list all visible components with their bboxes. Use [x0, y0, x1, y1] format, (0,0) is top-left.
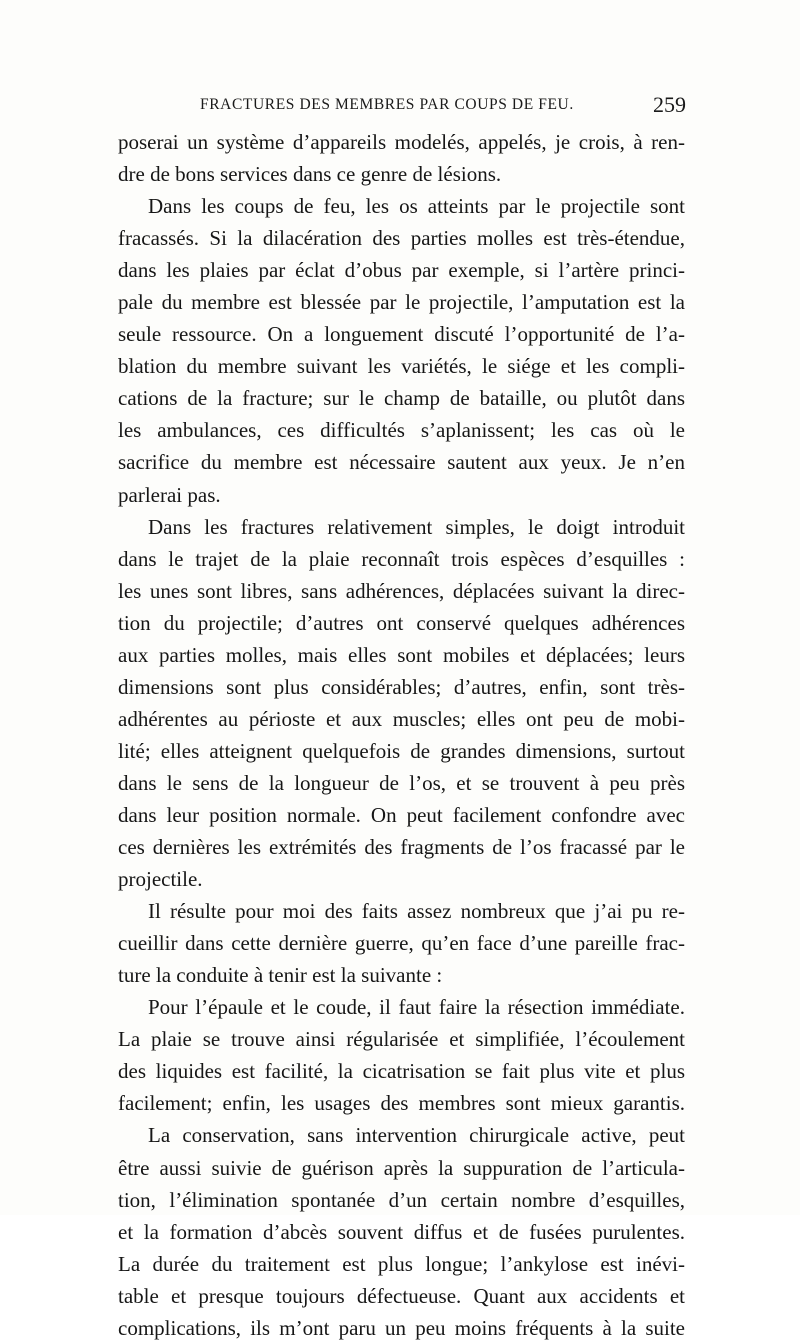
text-line: Pour l’épaule et le coude, il faut faire la résection immédiate. — [148, 995, 685, 1020]
text-line: cations de la fracture; sur le champ de bataille, ou plutôt dans — [118, 386, 685, 411]
text-line: dre de bons services dans ce genre de lésions. — [118, 162, 502, 187]
text-line: table et presque toujours défectueuse. Quant aux accidents et — [118, 1283, 685, 1308]
text-line: blation du membre suivant les variétés, le siége et les compli- — [118, 354, 685, 379]
text-line: ces dernières les extrémités des fragments de l’os fracassé par le — [118, 835, 685, 860]
text-line: lité; elles atteignent quelquefois de grandes dimensions, surtout — [118, 738, 685, 763]
text-line: projectile. — [118, 867, 203, 892]
text-line: dans le sens de la longueur de l’os, et se trouvent à peu près — [118, 770, 685, 795]
text-line: facilement; enfin, les usages des membres sont mieux garantis. — [118, 1091, 685, 1116]
text-line: parlerai pas. — [118, 482, 221, 507]
text-line: tion du projectile; d’autres ont conservé quelques adhérences — [118, 610, 685, 635]
text-line: tion, l’élimination spontanée d’un certain nombre d’esquilles, — [118, 1187, 685, 1212]
text-line: poserai un système d’appareils modelés, appelés, je crois, à ren- — [118, 130, 685, 154]
text-line: Dans les coups de feu, les os atteints par le projectile sont — [148, 194, 685, 219]
text-line: complications, ils m’ont paru un peu moins fréquents à la suite — [118, 1315, 685, 1340]
text-line: dans les plaies par éclat d’obus par exemple, si l’artère princi- — [118, 258, 685, 283]
text-line: La plaie se trouve ainsi régularisée et simplifiée, l’écoulement — [118, 1027, 685, 1052]
text-line: dans leur position normale. On peut facilement confondre avec — [118, 802, 685, 827]
text-line: dans le trajet de la plaie reconnaît trois espèces d’esquilles : — [118, 546, 685, 571]
text-line: Dans les fractures relativement simples, le doigt introduit — [148, 514, 685, 539]
text-line: pale du membre est blessée par le projectile, l’amputation est la — [118, 290, 685, 315]
text-line: les unes sont libres, sans adhérences, déplacées suivant la direc- — [118, 578, 685, 603]
body-text — [118, 126, 685, 1344]
text-line: des liquides est facilité, la cicatrisation se fait plus vite et plus — [118, 1059, 685, 1084]
text-line: les ambulances, ces difficultés s’aplanissent; les cas où le — [118, 418, 685, 443]
text-line: cueillir dans cette dernière guerre, qu’en face d’une pareille frac- — [118, 931, 685, 956]
text-line: fracassés. Si la dilacération des parties molles est très-étendue, — [118, 226, 685, 251]
text-line: dimensions sont plus considérables; d’autres, enfin, sont très- — [118, 674, 685, 699]
page-header — [200, 92, 686, 118]
running-title: FRACTURES DES MEMBRES PAR COUPS DE FEU. — [200, 96, 574, 113]
text-line: La conservation, sans intervention chirurgicale active, peut — [148, 1123, 685, 1148]
text-line: sacrifice du membre est nécessaire sautent aux yeux. Je n’en — [118, 450, 685, 475]
text-line: et la formation d’abcès souvent diffus et de fusées purulentes. — [118, 1219, 685, 1244]
text-line: être aussi suivie de guérison après la suppuration de l’articula- — [118, 1155, 685, 1180]
text-line: Il résulte pour moi des faits assez nombreux que j’ai pu re- — [148, 899, 685, 924]
text-line: adhérentes au périoste et aux muscles; elles ont peu de mobi- — [118, 706, 685, 731]
text-line: seule ressource. On a longuement discuté l’opportunité de l’a- — [118, 322, 685, 347]
page-number: 259 — [653, 92, 686, 117]
text-line: La durée du traitement est plus longue; l’ankylose est inévi- — [118, 1251, 685, 1276]
text-line: aux parties molles, mais elles sont mobiles et déplacées; leurs — [118, 642, 685, 667]
text-line: ture la conduite à tenir est la suivante : — [118, 963, 443, 988]
